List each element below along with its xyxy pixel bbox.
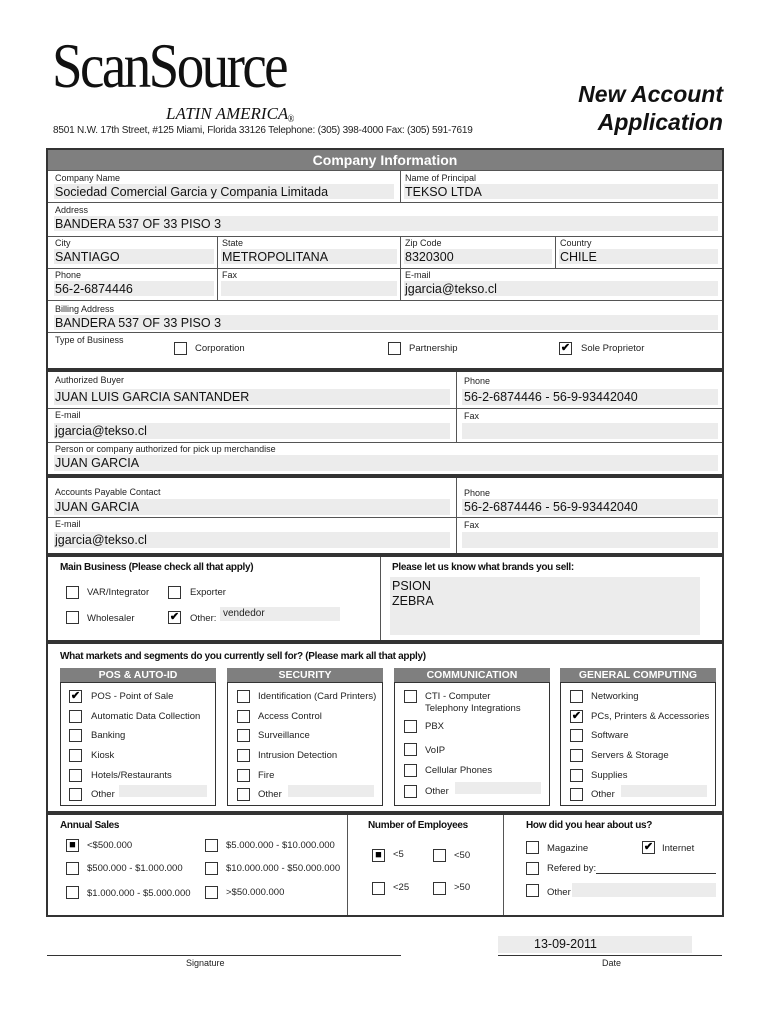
exporter-label: Exporter	[190, 587, 226, 598]
payable-contact-label: Accounts Payable Contact	[55, 487, 161, 497]
country-label: Country	[560, 238, 592, 248]
payable-fax-field[interactable]	[462, 532, 718, 548]
security-other-label: Other	[258, 789, 282, 800]
identification-checkbox[interactable]	[237, 690, 250, 703]
corporation-checkbox[interactable]	[174, 342, 187, 355]
payable-email-field[interactable]: jgarcia@tekso.cl	[55, 533, 147, 547]
magazine-label: Magazine	[547, 843, 589, 854]
security-header: SECURITY	[227, 668, 383, 682]
buyer-email-label: E-mail	[55, 410, 81, 420]
cti-checkbox[interactable]	[404, 690, 417, 703]
partnership-checkbox[interactable]	[388, 342, 401, 355]
pos-label: POS - Point of Sale	[91, 691, 174, 702]
email-label: E-mail	[405, 270, 431, 280]
main-business-section	[46, 555, 724, 642]
address-field[interactable]: BANDERA 537 OF 33 PISO 3	[55, 217, 222, 231]
date-line	[498, 955, 722, 956]
voip-checkbox[interactable]	[404, 743, 417, 756]
zip-label: Zip Code	[405, 238, 442, 248]
principal-field[interactable]: TEKSO LTDA	[405, 185, 482, 199]
other-business-label: Other:	[190, 613, 217, 624]
cellular-checkbox[interactable]	[404, 764, 417, 777]
logo-subtitle: LATIN AMERICA	[166, 104, 289, 123]
date-label: Date	[602, 958, 622, 968]
sales-over-50m-label: >$50.000.000	[226, 887, 285, 898]
employees-over-50-checkbox[interactable]	[433, 882, 446, 895]
employees-under-5-checkbox[interactable]: ■	[372, 849, 385, 862]
phone-label: Phone	[55, 270, 82, 280]
other-business-field[interactable]: vendedor	[223, 608, 265, 619]
buyer-fax-label: Fax	[464, 411, 480, 421]
accounts-payable-section	[46, 476, 724, 555]
main-business-title: Main Business (Please check all that apply)	[60, 562, 254, 573]
cellular-label: Cellular Phones	[425, 765, 493, 776]
company-profile-section	[46, 813, 724, 917]
pos-checkbox[interactable]: ✔	[70, 690, 81, 702]
sales-1m-5m-checkbox[interactable]	[66, 886, 79, 899]
company-name-label: Company Name	[55, 173, 121, 183]
computing-other-label: Other	[591, 789, 615, 800]
referred-checkbox[interactable]	[526, 862, 539, 875]
sales-5m-10m-checkbox[interactable]	[205, 839, 218, 852]
pbx-label: PBX	[425, 721, 445, 732]
employees-under-25-checkbox[interactable]	[372, 882, 385, 895]
fire-checkbox[interactable]	[237, 769, 250, 782]
pickup-label: Person or company authorized for pick up merchandise	[55, 444, 276, 454]
form-title-line2: Application	[597, 109, 723, 135]
communication-group	[394, 682, 550, 806]
magazine-checkbox[interactable]	[526, 841, 539, 854]
payable-phone-label: Phone	[464, 488, 491, 498]
pos-autoid-group	[60, 682, 216, 806]
pos-other-field[interactable]	[119, 785, 207, 797]
employees-under-5-label: <5	[393, 849, 404, 860]
payable-fax-label: Fax	[464, 520, 480, 530]
address-label: Address	[55, 205, 89, 215]
form-title	[578, 80, 723, 136]
partnership-label: Partnership	[409, 343, 458, 354]
company-address: 8501 N.W. 17th Street, #125 Miami, Florida 33126 Telephone: (305) 398-4000 Fax: (305) 591-7619	[53, 125, 473, 136]
communication-header: COMMUNICATION	[394, 668, 550, 682]
servers-label: Servers & Storage	[591, 750, 669, 761]
kiosk-label: Kiosk	[91, 750, 115, 761]
pcs-printers-checkbox[interactable]: ✔	[571, 710, 582, 722]
computing-other-checkbox[interactable]	[570, 788, 583, 801]
registered-mark: ®	[287, 114, 295, 125]
cti-label: CTI - Computer	[425, 691, 491, 702]
comm-other-checkbox[interactable]	[404, 785, 417, 798]
form-title-line1: New Account	[578, 81, 723, 107]
security-other-field[interactable]	[288, 785, 374, 797]
sales-under-500k-checkbox[interactable]: ■	[66, 839, 79, 852]
pcs-printers-label: PCs, Printers & Accessories	[591, 711, 710, 722]
zip-field[interactable]: 8320300	[405, 250, 454, 264]
brand-1[interactable]: PSION	[392, 579, 431, 593]
wholesaler-label: Wholesaler	[87, 613, 135, 624]
sales-500k-1m-checkbox[interactable]	[66, 862, 79, 875]
payable-contact-field[interactable]: JUAN GARCIA	[55, 500, 140, 514]
city-label: City	[55, 238, 71, 248]
sole-proprietor-checkbox[interactable]: ✔	[560, 342, 571, 354]
servers-checkbox[interactable]	[570, 749, 583, 762]
principal-label: Name of Principal	[405, 173, 477, 183]
adc-label: Automatic Data Collection	[91, 711, 201, 722]
hear-other-label: Other	[547, 887, 571, 898]
employees-title: Number of Employees	[368, 820, 468, 831]
pos-other-label: Other	[91, 789, 115, 800]
hotels-label: Hotels/Restaurants	[91, 770, 172, 781]
access-control-label: Access Control	[258, 711, 322, 722]
brands-title: Please let us know what brands you sell:	[392, 562, 574, 573]
intrusion-checkbox[interactable]	[237, 749, 250, 762]
hear-other-checkbox[interactable]	[526, 884, 539, 897]
other-business-checkbox[interactable]: ✔	[169, 611, 180, 623]
employees-over-50-label: >50	[454, 882, 471, 893]
supplies-label: Supplies	[591, 770, 628, 781]
internet-checkbox[interactable]: ✔	[643, 841, 654, 853]
kiosk-checkbox[interactable]	[69, 749, 82, 762]
access-control-checkbox[interactable]	[237, 710, 250, 723]
pos-other-checkbox[interactable]	[69, 788, 82, 801]
hotels-checkbox[interactable]	[69, 769, 82, 782]
banking-label: Banking	[91, 730, 126, 741]
cti-label-2: Telephony Integrations	[425, 703, 521, 714]
employees-under-50-checkbox[interactable]	[433, 849, 446, 862]
buyer-fax-field[interactable]	[462, 423, 718, 439]
intrusion-label: Intrusion Detection	[258, 750, 338, 761]
sales-under-500k-label: <$500.000	[87, 840, 133, 851]
signature-line[interactable]	[47, 955, 401, 956]
sales-5m-10m-label: $5.000.000 - $10.000.000	[226, 840, 335, 851]
banking-checkbox[interactable]	[69, 729, 82, 742]
adc-checkbox[interactable]	[69, 710, 82, 723]
markets-section	[46, 642, 724, 813]
general-computing-group	[560, 682, 716, 806]
country-field[interactable]: CHILE	[560, 250, 597, 264]
buyer-field[interactable]: JUAN LUIS GARCIA SANTANDER	[55, 390, 250, 404]
referred-label: Refered by:	[547, 863, 597, 874]
fire-label: Fire	[258, 770, 275, 781]
computing-other-field[interactable]	[621, 785, 707, 797]
hear-about-us-title: How did you hear about us?	[526, 820, 653, 831]
business-type-label: Type of Business	[55, 335, 124, 345]
pbx-checkbox[interactable]	[404, 720, 417, 733]
brand-2[interactable]: ZEBRA	[392, 594, 434, 608]
payable-email-label: E-mail	[55, 519, 81, 529]
security-other-checkbox[interactable]	[237, 788, 250, 801]
state-label: State	[222, 238, 244, 248]
buyer-email-field[interactable]: jgarcia@tekso.cl	[55, 424, 147, 438]
comm-other-label: Other	[425, 786, 449, 797]
sales-over-50m-checkbox[interactable]	[205, 886, 218, 899]
company-logo: ScanSource®	[52, 30, 295, 125]
networking-checkbox[interactable]	[570, 690, 583, 703]
buyer-phone-label: Phone	[464, 376, 491, 386]
employees-under-25-label: <25	[393, 882, 410, 893]
company-information-section	[46, 148, 724, 370]
fax-label: Fax	[222, 270, 238, 280]
surveillance-checkbox[interactable]	[237, 729, 250, 742]
section-title: Company Information	[48, 150, 722, 170]
email-field[interactable]: jgarcia@tekso.cl	[405, 282, 497, 296]
company-name-field[interactable]: Sociedad Comercial Garcia y Compania Limitada	[55, 185, 329, 199]
date-field[interactable]: 13-09-2011	[534, 937, 598, 951]
general-computing-header: GENERAL COMPUTING	[560, 668, 716, 682]
authorized-buyer-section	[46, 370, 724, 476]
fax-field[interactable]	[221, 281, 397, 296]
buyer-label: Authorized Buyer	[55, 375, 125, 385]
exporter-checkbox[interactable]	[168, 586, 181, 599]
billing-field[interactable]: BANDERA 537 OF 33 PISO 3	[55, 316, 222, 330]
markets-title: What markets and segments do you currently sell for? (Please mark all that apply)	[60, 651, 426, 662]
var-integrator-label: VAR/Integrator	[87, 587, 150, 598]
hear-other-field[interactable]	[572, 883, 716, 897]
billing-label: Billing Address	[55, 304, 115, 314]
comm-other-field[interactable]	[455, 782, 541, 794]
surveillance-label: Surveillance	[258, 730, 310, 741]
buyer-phone-field[interactable]: 56-2-6874446 - 56-9-93442040	[464, 390, 638, 404]
voip-label: VoIP	[425, 745, 446, 756]
sales-10m-50m-label: $10.000.000 - $50.000.000	[226, 863, 341, 874]
internet-label: Internet	[662, 843, 695, 854]
signature-label: Signature	[186, 958, 225, 968]
pickup-field[interactable]: JUAN GARCIA	[55, 456, 140, 470]
pos-autoid-header: POS & AUTO-ID	[60, 668, 216, 682]
identification-label: Identification (Card Printers)	[258, 691, 377, 702]
phone-field[interactable]: 56-2-6874446	[55, 282, 133, 296]
sales-500k-1m-label: $500.000 - $1.000.000	[87, 863, 183, 874]
software-label: Software	[591, 730, 629, 741]
security-group	[227, 682, 383, 806]
software-checkbox[interactable]	[570, 729, 583, 742]
sales-10m-50m-checkbox[interactable]	[205, 862, 218, 875]
employees-under-50-label: <50	[454, 850, 471, 861]
state-field[interactable]: METROPOLITANA	[222, 250, 329, 264]
sole-proprietor-label: Sole Proprietor	[581, 343, 645, 354]
city-field[interactable]: SANTIAGO	[55, 250, 120, 264]
supplies-checkbox[interactable]	[570, 769, 583, 782]
sales-1m-5m-label: $1.000.000 - $5.000.000	[87, 888, 191, 899]
networking-label: Networking	[591, 691, 639, 702]
corporation-label: Corporation	[195, 343, 245, 354]
var-integrator-checkbox[interactable]	[66, 586, 79, 599]
wholesaler-checkbox[interactable]	[66, 611, 79, 624]
payable-phone-field[interactable]: 56-2-6874446 - 56-9-93442040	[464, 500, 638, 514]
annual-sales-title: Annual Sales	[60, 820, 120, 831]
